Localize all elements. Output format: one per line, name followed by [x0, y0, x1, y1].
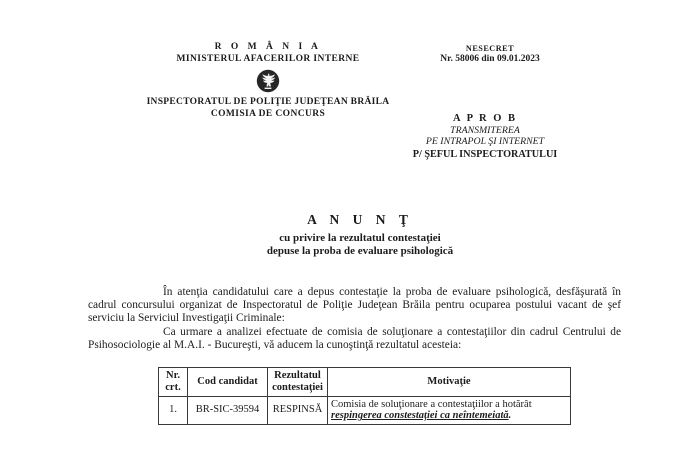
page-subtitle-1: cu privire la rezultatul contestaţiei — [279, 232, 441, 244]
approve-label: A P R O B — [452, 113, 518, 124]
registration-number: Nr. 58006 din 09.01.2023 — [440, 54, 540, 64]
cell-cod-candidat: BR-SIC-39594 — [188, 396, 268, 425]
country-title: R O M Â N I A — [214, 42, 322, 52]
classification-label: NESECRET — [465, 44, 515, 53]
issuer-header-block — [120, 42, 416, 119]
transmission-line-2: PE INTRAPOL ŞI INTERNET — [425, 136, 545, 147]
col-header-cod-candidat: Cod candidat — [188, 368, 268, 397]
ministry-title: MINISTERUL AFACERILOR INTERNE — [176, 54, 360, 64]
inspectorate-title: INSPECTORATUL DE POLIŢIE JUDEŢEAN BRĂILA — [146, 97, 390, 107]
col-header-rezultat: Rezultatul contestaţiei — [268, 368, 328, 397]
table-row — [159, 396, 571, 425]
table-header-row — [159, 368, 571, 397]
results-table — [158, 367, 571, 425]
signer-title: P/ ŞEFUL INSPECTORATULUI — [412, 148, 558, 160]
body-paragraph-2: Ca urmare a analizei efectuate de comisia de soluţionare a contestaţiilor din cadrul Centrului de Psihosociologie al M.A.I. - Bucureşti, vă aducem la cunoştinţă rezultatul acesteia: — [88, 325, 621, 351]
page-title: A N U N Ţ — [307, 212, 413, 227]
mai-eagle-seal-icon — [256, 68, 280, 94]
cell-motivatie — [328, 396, 571, 425]
body-paragraph-1: În atenţia candidatului care a depus contestaţie la proba de evaluare psihologică, desfăşurată în cadrul concursului organizat de Inspectoratul de Poliţie Judeţean Brăila pentru ocuparea postului vacant de şef serviciu la Serviciul Investigaţii Criminale: — [88, 286, 621, 325]
motivatie-line-2: respingerea constestaţiei ca neîntemeiată. — [331, 410, 512, 422]
motivatie-line-1: Comisia de soluţionare a contestaţiilor a hotărât — [331, 398, 532, 410]
cell-rezultat: RESPINSĂ — [268, 396, 328, 425]
transmission-line-1: TRANSMITEREA — [450, 124, 520, 136]
col-header-motivatie: Motivaţie — [328, 368, 571, 397]
col-header-nr-crt: Nr. crt. — [159, 368, 188, 397]
approval-block — [385, 113, 585, 160]
cell-nr: 1. — [159, 396, 188, 425]
announcement-body — [88, 286, 621, 352]
classification-block — [400, 44, 580, 64]
page-subtitle-2: depuse la proba de evaluare psihologică — [266, 245, 454, 257]
announcement-title-block — [160, 212, 560, 258]
commission-title: COMISIA DE CONCURS — [210, 109, 326, 119]
